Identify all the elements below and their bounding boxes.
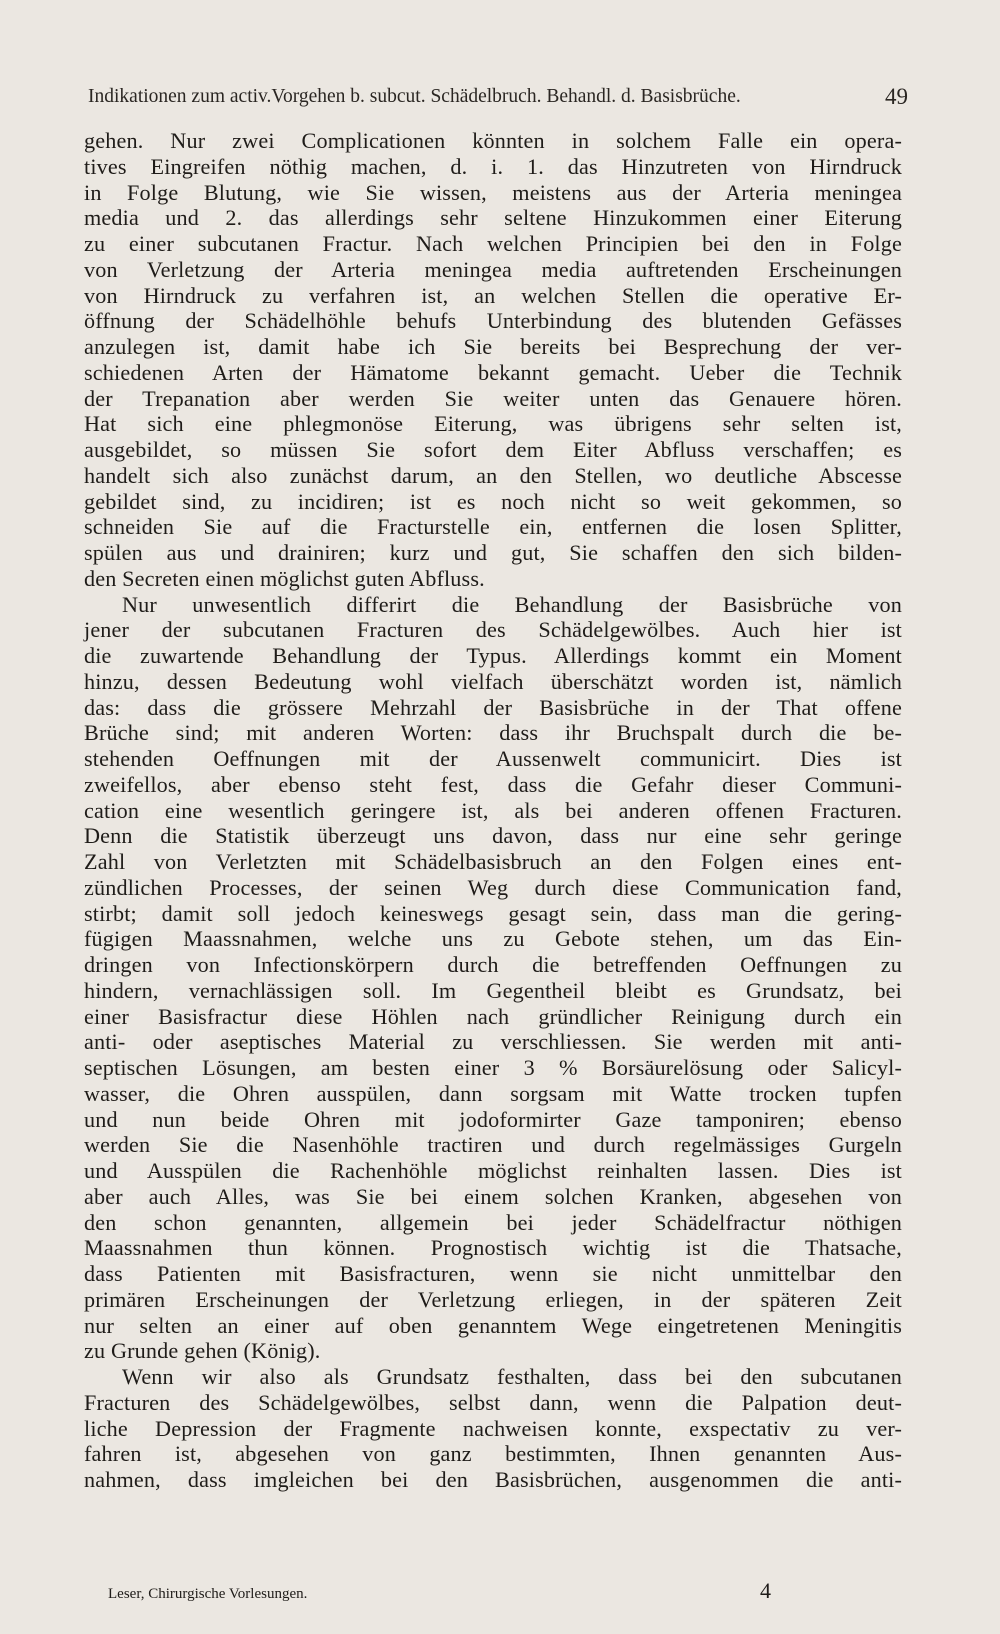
text-line: tives Eingreifen nöthig machen, d. i. 1. das Hinzutreten von Hirndruck <box>84 153 902 179</box>
text-line: spülen aus und drainiren; kurz und gut, Sie schaffen den sich bilden- <box>84 540 902 565</box>
text-line: anti- oder aseptisches Material zu verschliessen. Sie werden mit anti- <box>84 1029 902 1055</box>
text-line: das: dass die grössere Mehrzahl der Basisbrüche in der That offene <box>84 694 902 720</box>
text-line: Maassnahmen thun können. Prognostisch wichtig ist die Thatsache, <box>84 1235 902 1261</box>
text-line: Fracturen des Schädelgewölbes, selbst dann, wenn die Palpation deut- <box>84 1389 902 1415</box>
text-line: der Trepanation aber werden Sie weiter unten das Genauere hören. <box>84 385 902 411</box>
text-line: die zuwartende Behandlung der Typus. Allerdings kommt ein Moment <box>84 643 902 668</box>
text-line: einer Basisfractur diese Höhlen nach gründlicher Reinigung durch ein <box>84 1003 902 1029</box>
text-line: und Ausspülen die Rachenhöhle möglichst reinhalten lassen. Dies ist <box>84 1158 902 1183</box>
text-line: hinzu, dessen Bedeutung wohl vielfach überschätzt worden ist, nämlich <box>84 668 902 694</box>
text-line: in Folge Blutung, wie Sie wissen, meistens aus der Arteria meningea <box>84 179 902 205</box>
text-line: von Hirndruck zu verfahren ist, an welchen Stellen die operative Er- <box>84 282 902 308</box>
text-line: zu Grunde gehen (König). <box>84 1338 321 1364</box>
text-line: Wenn wir also als Grundsatz festhalten, dass bei den subcutanen <box>122 1364 902 1389</box>
text-line: ausgebildet, so müssen Sie sofort dem Eiter Abfluss verschaffen; es <box>84 437 902 462</box>
text-line: schiedenen Arten der Hämatome bekannt gemacht. Ueber die Technik <box>84 359 902 385</box>
text-line: zweifellos, aber ebenso steht fest, dass die Gefahr dieser Communi- <box>84 771 902 797</box>
text-line: Hat sich eine phlegmonöse Eiterung, was übrigens sehr selten ist, <box>84 411 902 437</box>
text-line: zündlichen Processes, der seinen Weg durch diese Communication fand, <box>84 874 902 900</box>
text-line: Nur unwesentlich differirt die Behandlung der Basisbrüche von <box>122 591 902 617</box>
text-line: media und 2. das allerdings sehr seltene Hinzukommen einer Eiterung <box>84 205 902 231</box>
page-footer <box>108 1578 808 1606</box>
text-line: zu einer subcutanen Fractur. Nach welchen Principien bei den in Folge <box>84 231 902 256</box>
body-text <box>84 128 902 1493</box>
text-line: werden Sie die Nasenhöhle tractiren und durch regelmässiges Gurgeln <box>84 1132 902 1158</box>
text-line: fügigen Maassnahmen, welche uns zu Gebote stehen, um das Ein- <box>84 926 902 952</box>
text-line: anzulegen ist, damit habe ich Sie bereits bei Besprechung der ver- <box>84 334 902 359</box>
text-line: nur selten an einer auf oben genanntem Wege eingetretenen Meningitis <box>84 1312 902 1338</box>
text-line: öffnung der Schädelhöhle behufs Unterbindung des blutenden Gefässes <box>84 308 902 334</box>
text-line: hindern, vernachlässigen soll. Im Gegentheil bleibt es Grundsatz, bei <box>84 977 902 1003</box>
running-header <box>88 82 908 112</box>
sheet-number: 4 <box>760 1578 771 1603</box>
text-line: liche Depression der Fragmente nachweisen konnte, exspectativ zu ver- <box>84 1415 902 1441</box>
text-line: gebildet sind, zu incidiren; ist es noch nicht so weit gekommen, so <box>84 488 902 514</box>
page-number: 49 <box>885 84 908 109</box>
text-line: cation eine wesentlich geringere ist, als bei anderen offenen Fracturen. <box>84 797 902 823</box>
text-line: schneiden Sie auf die Fracturstelle ein, entfernen die losen Splitter, <box>84 514 902 540</box>
text-line: jener der subcutanen Fracturen des Schädelgewölbes. Auch hier ist <box>84 617 902 643</box>
text-line: Brüche sind; mit anderen Worten: dass ihr Bruchspalt durch die be- <box>84 720 902 746</box>
text-line: aber auch Alles, was Sie bei einem solchen Kranken, abgesehen von <box>84 1183 902 1209</box>
text-line: nahmen, dass imgleichen bei den Basisbrüchen, ausgenommen die anti- <box>84 1467 902 1492</box>
text-line: Denn die Statistik überzeugt uns davon, dass nur eine sehr geringe <box>84 823 902 849</box>
text-line: stirbt; damit soll jedoch keineswegs gesagt sein, dass man die gering- <box>84 900 902 926</box>
running-title: Indikationen zum activ.Vorgehen b. subcut. Schädelbruch. Behandl. d. Basisbrüche. <box>88 86 741 107</box>
text-line: fahren ist, abgesehen von ganz bestimmten, Ihnen genannten Aus- <box>84 1441 902 1467</box>
text-line: Zahl von Verletzten mit Schädelbasisbruch an den Folgen eines ent- <box>84 849 902 874</box>
text-line: gehen. Nur zwei Complicationen könnten in solchem Falle ein opera- <box>84 128 902 153</box>
text-line: septischen Lösungen, am besten einer 3 % Borsäurelösung oder Salicyl- <box>84 1055 902 1080</box>
printer-signature: Leser, Chirurgische Vorlesungen. <box>108 1586 308 1602</box>
text-line: den Secreten einen möglichst guten Abfluss. <box>84 565 485 591</box>
text-line: wasser, die Ohren ausspülen, dann sorgsam mit Watte trocken tupfen <box>84 1080 902 1106</box>
text-line: dringen von Infectionskörpern durch die betreffenden Oeffnungen zu <box>84 952 902 977</box>
text-line: von Verletzung der Arteria meningea media auftretenden Erscheinungen <box>84 256 902 282</box>
text-line: den schon genannten, allgemein bei jeder Schädelfractur nöthigen <box>84 1209 902 1235</box>
text-line: stehenden Oeffnungen mit der Aussenwelt communicirt. Dies ist <box>84 746 902 771</box>
text-line: und nun beide Ohren mit jodoformirter Gaze tamponiren; ebenso <box>84 1106 902 1132</box>
text-line: dass Patienten mit Basisfracturen, wenn sie nicht unmittelbar den <box>84 1261 902 1286</box>
text-line: primären Erscheinungen der Verletzung erliegen, in der späteren Zeit <box>84 1286 902 1312</box>
text-line: handelt sich also zunächst darum, an den Stellen, wo deutliche Abscesse <box>84 462 902 488</box>
